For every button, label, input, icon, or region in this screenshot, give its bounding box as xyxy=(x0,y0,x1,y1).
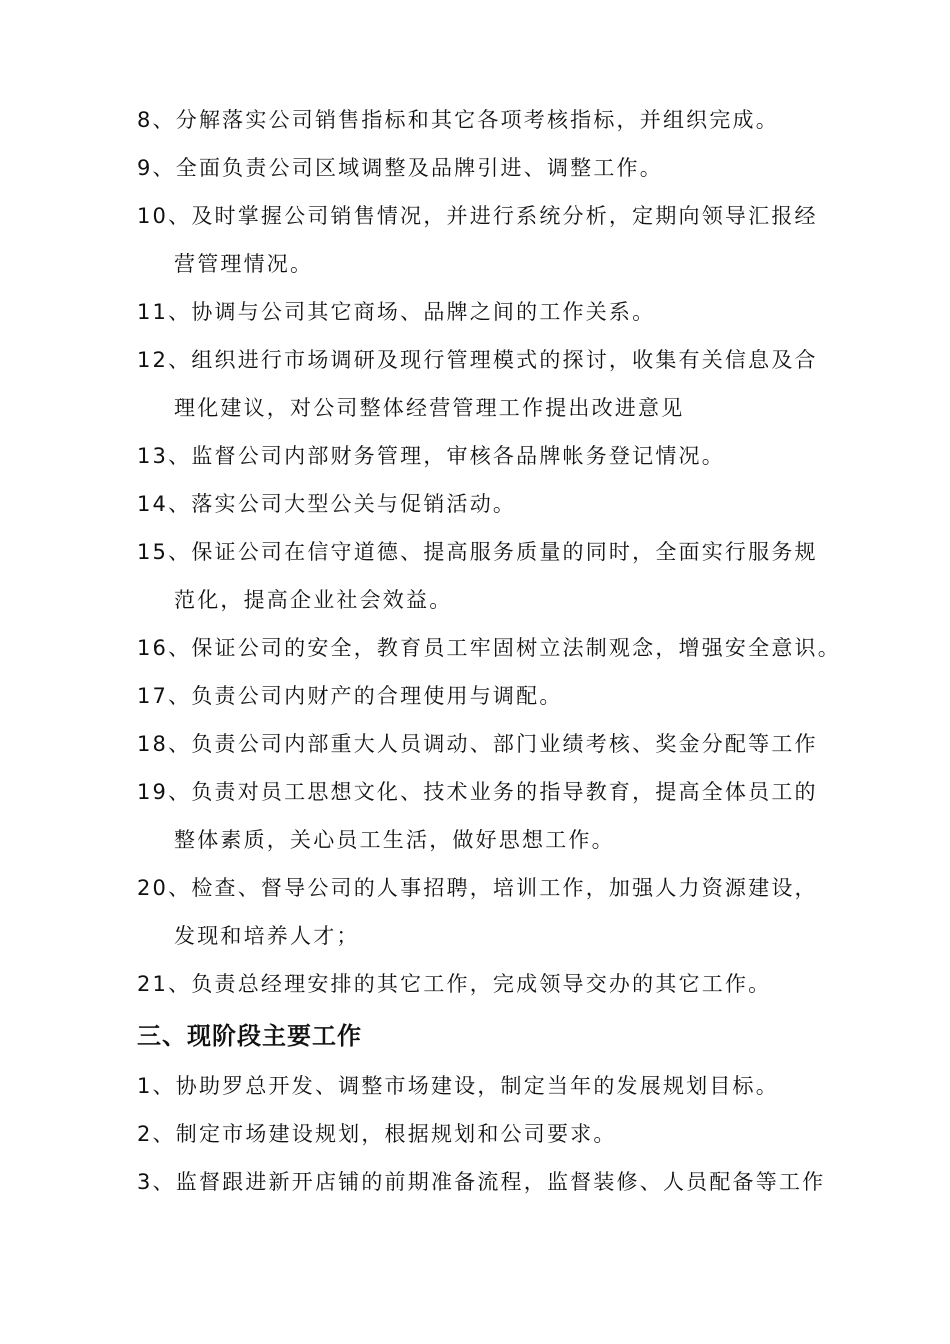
list-item-text: 3、监督跟进新开店铺的前期准备流程，监督装修、人员配备等工作 xyxy=(137,1170,826,1194)
list-item xyxy=(137,624,857,672)
list-item-text: 11、协调与公司其它商场、品牌之间的工作关系。 xyxy=(137,300,656,324)
list-item-text: 13、监督公司内部财务管理，审核各品牌帐务登记情况。 xyxy=(137,444,725,468)
section-heading: 三、现阶段主要工作 xyxy=(137,1022,362,1050)
list-item-text: 10、及时掌握公司销售情况，并进行系统分析，定期向领导汇报经 xyxy=(137,204,818,228)
list-item-text: 2、制定市场建设规划，根据规划和公司要求。 xyxy=(137,1122,617,1146)
list-item xyxy=(137,144,857,192)
list-item xyxy=(137,528,857,624)
list-item xyxy=(137,480,857,528)
list-item xyxy=(137,768,857,864)
list-item xyxy=(137,672,857,720)
list-item-continuation: 营管理情况。 xyxy=(174,252,314,276)
list-item xyxy=(137,720,857,768)
document-body xyxy=(137,96,857,1206)
list-item xyxy=(137,432,857,480)
list-item-continuation: 发现和培养人才； xyxy=(174,924,360,948)
list-item-text: 15、保证公司在信守道德、提高服务质量的同时，全面实行服务规 xyxy=(137,540,818,564)
list-item xyxy=(137,1110,857,1158)
list-item-text: 17、负责公司内财产的合理使用与调配。 xyxy=(137,684,563,708)
list-item-text: 9、全面负责公司区域调整及品牌引进、调整工作。 xyxy=(137,156,663,180)
list-item-text: 19、负责对员工思想文化、技术业务的指导教育，提高全体员工的 xyxy=(137,780,818,804)
list-item-text: 1、协助罗总开发、调整市场建设，制定当年的发展规划目标。 xyxy=(137,1074,779,1098)
list-item xyxy=(137,864,857,960)
list-item xyxy=(137,288,857,336)
list-item-text: 20、检查、督导公司的人事招聘，培训工作，加强人力资源建设， xyxy=(137,876,818,900)
list-item-continuation: 理化建议，对公司整体经营管理工作提出改进意见 xyxy=(174,396,685,420)
list-item-text: 16、保证公司的安全，教育员工牢固树立法制观念，增强安全意识。 xyxy=(137,636,841,660)
list-item-text: 18、负责公司内部重大人员调动、部门业绩考核、奖金分配等工作 xyxy=(137,732,818,756)
list-item-continuation: 整体素质，关心员工生活，做好思想工作。 xyxy=(174,828,615,852)
list-item-continuation: 范化，提高企业社会效益。 xyxy=(174,588,453,612)
list-item-text: 12、组织进行市场调研及现行管理模式的探讨，收集有关信息及合 xyxy=(137,348,818,372)
list-item-text: 14、落实公司大型公关与促销活动。 xyxy=(137,492,517,516)
list-item xyxy=(137,1062,857,1110)
list-item xyxy=(137,96,857,144)
list-item xyxy=(137,336,857,432)
list-item-text: 8、分解落实公司销售指标和其它各项考核指标，并组织完成。 xyxy=(137,108,779,132)
list-item xyxy=(137,192,857,288)
list-item xyxy=(137,960,857,1008)
list-item xyxy=(137,1158,857,1206)
list-item-text: 21、负责总经理安排的其它工作，完成领导交办的其它工作。 xyxy=(137,972,772,996)
